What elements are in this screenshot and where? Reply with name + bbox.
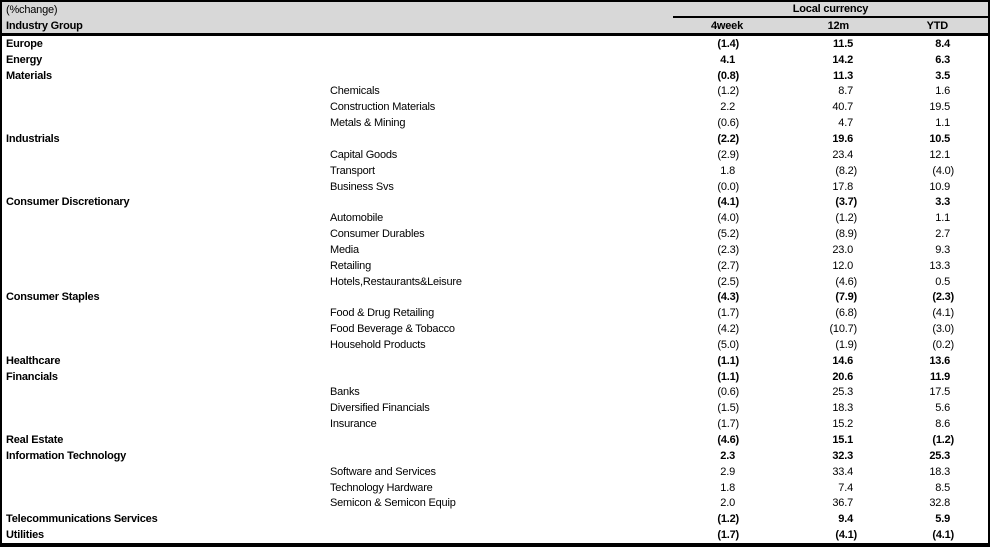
table-row <box>2 84 988 100</box>
value-text: (4.1) <box>717 196 739 209</box>
value-text: (2.2) <box>717 132 739 145</box>
value-text: (1.5) <box>717 402 739 415</box>
value-cell <box>751 339 881 351</box>
value-text: 10.5 <box>929 132 950 145</box>
value-text: 11.5 <box>832 37 853 50</box>
value-text: (4.1) <box>932 529 954 542</box>
value-cell <box>881 355 988 367</box>
value-cell <box>673 38 751 50</box>
value-text: (4.1) <box>835 529 857 542</box>
value-cell <box>673 133 751 145</box>
value-cell <box>673 212 751 224</box>
value-cell <box>881 386 988 398</box>
value-cell <box>673 149 751 161</box>
value-cell <box>751 434 881 446</box>
value-text: (4.1) <box>932 307 954 320</box>
column-header-4week: 4week <box>710 19 743 32</box>
header-row-currency <box>2 2 988 18</box>
table-row <box>2 385 988 401</box>
value-text: (1.2) <box>835 212 857 225</box>
value-cell <box>881 212 988 224</box>
value-text: 4.7 <box>838 117 853 130</box>
value-cell <box>881 260 988 272</box>
table-row <box>2 99 988 115</box>
value-cell <box>751 466 881 478</box>
value-cell <box>751 418 881 430</box>
value-text: 23.4 <box>832 148 853 161</box>
sub-industry-label: Chemicals <box>330 85 380 98</box>
value-cell <box>881 450 988 462</box>
sub-industry-label: Business Svs <box>330 180 394 193</box>
value-cell <box>673 371 751 383</box>
value-cell <box>881 466 988 478</box>
value-text: 7.4 <box>838 481 853 494</box>
value-text: 4.1 <box>720 53 735 66</box>
value-text: 14.6 <box>832 354 853 367</box>
value-text: 5.9 <box>935 513 950 526</box>
value-cell <box>673 402 751 414</box>
change-units-label: (%change) <box>6 4 58 16</box>
value-text: 2.7 <box>935 228 950 241</box>
value-cell <box>881 38 988 50</box>
value-text: (1.1) <box>717 370 739 383</box>
value-cell <box>751 38 881 50</box>
value-cell <box>751 355 881 367</box>
value-text: 5.6 <box>935 402 950 415</box>
value-text: (4.0) <box>717 212 739 225</box>
value-cell <box>881 482 988 494</box>
value-text: (0.0) <box>717 180 739 193</box>
value-cell <box>751 70 881 82</box>
sub-industry-label: Banks <box>330 386 360 399</box>
column-header-industry-group: Industry Group <box>6 19 83 32</box>
value-text: 1.1 <box>935 212 950 225</box>
value-text: 33.4 <box>832 465 853 478</box>
value-text: 3.5 <box>935 69 950 82</box>
value-text: (6.8) <box>835 307 857 320</box>
sub-industry-label: Food & Drug Retailing <box>330 307 435 320</box>
value-cell <box>881 434 988 446</box>
value-cell <box>881 181 988 193</box>
value-text: 1.8 <box>720 164 735 177</box>
value-text: 36.7 <box>832 497 853 510</box>
value-cell <box>751 450 881 462</box>
industry-group-label: Materials <box>6 69 52 82</box>
value-cell <box>751 181 881 193</box>
value-text: 32.8 <box>929 497 950 510</box>
sub-industry-label: Semicon & Semicon Equip <box>330 497 456 510</box>
value-text: (4.6) <box>717 434 739 447</box>
value-text: (8.9) <box>835 228 857 241</box>
table-row <box>2 432 988 448</box>
value-text: (10.7) <box>829 323 857 336</box>
table-row <box>2 416 988 432</box>
value-cell <box>751 323 881 335</box>
sub-industry-label: Capital Goods <box>330 148 398 161</box>
value-text: 9.4 <box>838 513 853 526</box>
industry-group-label: Healthcare <box>6 354 61 367</box>
value-text: (1.7) <box>717 418 739 431</box>
value-cell <box>751 228 881 240</box>
value-cell <box>751 291 881 303</box>
value-text: (1.4) <box>717 37 739 50</box>
value-cell <box>751 386 881 398</box>
value-text: (1.1) <box>717 354 739 367</box>
value-cell <box>881 371 988 383</box>
table-row <box>2 369 988 385</box>
value-cell <box>673 418 751 430</box>
table-row <box>2 194 988 210</box>
sub-industry-label: Food Beverage & Tobacco <box>330 323 455 336</box>
sub-industry-label: Media <box>330 243 359 256</box>
value-text: 15.2 <box>832 418 853 431</box>
value-text: (7.9) <box>835 291 857 304</box>
value-cell <box>673 482 751 494</box>
value-text: 12.1 <box>929 148 950 161</box>
table-row <box>2 353 988 369</box>
value-text: 8.5 <box>935 481 950 494</box>
sub-industry-label: Household Products <box>330 338 426 351</box>
column-header-12m: 12m <box>827 19 849 32</box>
value-cell <box>673 434 751 446</box>
value-cell <box>881 196 988 208</box>
industry-group-label: Information Technology <box>6 449 127 462</box>
sub-industry-label: Metals & Mining <box>330 117 406 130</box>
value-cell <box>751 482 881 494</box>
table-row <box>2 511 988 527</box>
value-text: 1.1 <box>935 117 950 130</box>
value-cell <box>881 133 988 145</box>
value-cell <box>673 529 751 541</box>
value-cell <box>881 228 988 240</box>
value-cell <box>881 149 988 161</box>
value-cell <box>751 529 881 541</box>
local-currency-header: Local currency <box>673 2 988 18</box>
table-row <box>2 36 988 52</box>
value-text: 13.3 <box>929 259 950 272</box>
value-cell <box>673 466 751 478</box>
value-cell <box>751 276 881 288</box>
value-text: (3.7) <box>835 196 857 209</box>
value-cell <box>673 323 751 335</box>
value-cell <box>751 497 881 509</box>
value-text: 8.4 <box>935 37 950 50</box>
value-text: 3.3 <box>935 196 950 209</box>
value-cell <box>673 244 751 256</box>
value-cell <box>673 101 751 113</box>
value-cell <box>881 497 988 509</box>
table-body <box>2 36 988 543</box>
sub-industry-label: Software and Services <box>330 465 436 478</box>
value-text: 17.5 <box>929 386 950 399</box>
table-row <box>2 52 988 68</box>
value-cell <box>881 307 988 319</box>
value-cell <box>881 513 988 525</box>
sub-industry-label: Insurance <box>330 418 377 431</box>
table-row <box>2 258 988 274</box>
sub-industry-label: Diversified Financials <box>330 402 430 415</box>
value-text: (2.3) <box>932 291 954 304</box>
value-cell <box>751 165 881 177</box>
value-text: (2.5) <box>717 275 739 288</box>
value-text: (5.2) <box>717 228 739 241</box>
value-cell <box>673 85 751 97</box>
table-row <box>2 290 988 306</box>
sub-industry-label: Hotels,Restaurants&Leisure <box>330 275 462 288</box>
table-row <box>2 210 988 226</box>
value-text: 2.9 <box>720 465 735 478</box>
value-text: (1.7) <box>717 529 739 542</box>
value-text: 40.7 <box>832 101 853 114</box>
industry-group-label: Telecommunications Services <box>6 513 158 526</box>
value-cell <box>673 228 751 240</box>
industry-group-label: Europe <box>6 37 43 50</box>
value-text: (1.7) <box>717 307 739 320</box>
value-text: 25.3 <box>832 386 853 399</box>
value-text: (2.3) <box>717 243 739 256</box>
table-row <box>2 226 988 242</box>
value-cell <box>881 54 988 66</box>
value-cell <box>881 117 988 129</box>
value-text: 17.8 <box>832 180 853 193</box>
value-cell <box>751 117 881 129</box>
table-row <box>2 448 988 464</box>
value-cell <box>751 133 881 145</box>
value-cell <box>881 101 988 113</box>
value-text: (2.7) <box>717 259 739 272</box>
value-cell <box>673 181 751 193</box>
value-text: (8.2) <box>835 164 857 177</box>
value-cell <box>751 149 881 161</box>
value-cell <box>673 291 751 303</box>
value-text: 0.5 <box>935 275 950 288</box>
header-row-columns <box>2 18 988 33</box>
value-cell <box>881 402 988 414</box>
sub-industry-label: Transport <box>330 164 375 177</box>
value-cell <box>673 386 751 398</box>
table-header <box>2 2 988 36</box>
table-row <box>2 495 988 511</box>
value-text: 2.2 <box>720 101 735 114</box>
value-cell <box>673 117 751 129</box>
table-row <box>2 131 988 147</box>
value-text: 19.6 <box>832 132 853 145</box>
table-row <box>2 147 988 163</box>
value-text: 15.1 <box>832 434 853 447</box>
value-cell <box>881 70 988 82</box>
value-text: (4.3) <box>717 291 739 304</box>
sub-industry-label: Technology Hardware <box>330 481 433 494</box>
value-cell <box>673 54 751 66</box>
table-row <box>2 527 988 543</box>
value-text: 18.3 <box>929 465 950 478</box>
value-text: (2.9) <box>717 148 739 161</box>
value-text: 2.3 <box>720 449 735 462</box>
value-text: 13.6 <box>929 354 950 367</box>
value-text: 10.9 <box>929 180 950 193</box>
value-text: (4.2) <box>717 323 739 336</box>
value-text: 11.3 <box>832 69 853 82</box>
table-row <box>2 163 988 179</box>
value-text: 11.9 <box>929 370 950 383</box>
value-text: (4.6) <box>835 275 857 288</box>
value-cell <box>751 371 881 383</box>
industry-group-label: Utilities <box>6 529 44 542</box>
value-text: 19.5 <box>929 101 950 114</box>
value-text: 25.3 <box>929 449 950 462</box>
industry-group-label: Industrials <box>6 132 60 145</box>
industry-group-label: Real Estate <box>6 434 64 447</box>
value-cell <box>881 339 988 351</box>
table-row <box>2 400 988 416</box>
value-cell <box>751 212 881 224</box>
value-cell <box>881 276 988 288</box>
value-cell <box>751 101 881 113</box>
value-text: (0.8) <box>717 69 739 82</box>
table-row <box>2 305 988 321</box>
table-row <box>2 337 988 353</box>
value-text: (3.0) <box>932 323 954 336</box>
industry-group-label: Energy <box>6 53 43 66</box>
value-cell <box>673 276 751 288</box>
value-text: 6.3 <box>935 53 950 66</box>
value-cell <box>751 260 881 272</box>
value-text: (0.6) <box>717 117 739 130</box>
industry-group-label: Financials <box>6 370 58 383</box>
table-row <box>2 179 988 195</box>
value-cell <box>751 513 881 525</box>
table-row <box>2 274 988 290</box>
value-text: 23.0 <box>832 243 853 256</box>
value-text: (1.9) <box>835 338 857 351</box>
value-cell <box>751 307 881 319</box>
value-cell <box>673 307 751 319</box>
value-cell <box>881 323 988 335</box>
value-cell <box>673 339 751 351</box>
value-text: 1.6 <box>935 85 950 98</box>
value-cell <box>751 244 881 256</box>
value-cell <box>881 165 988 177</box>
industry-group-label: Consumer Discretionary <box>6 196 130 209</box>
table-row <box>2 321 988 337</box>
column-header-ytd: YTD <box>926 19 948 32</box>
value-text: (0.6) <box>717 386 739 399</box>
industry-group-label: Consumer Staples <box>6 291 100 304</box>
value-cell <box>673 497 751 509</box>
value-cell <box>673 450 751 462</box>
sub-industry-label: Retailing <box>330 259 372 272</box>
value-cell <box>673 260 751 272</box>
value-text: 20.6 <box>832 370 853 383</box>
table-row <box>2 68 988 84</box>
value-text: 9.3 <box>935 243 950 256</box>
sub-industry-label: Consumer Durables <box>330 228 425 241</box>
sub-industry-label: Automobile <box>330 212 384 225</box>
value-text: (4.0) <box>932 164 954 177</box>
value-cell <box>881 85 988 97</box>
value-text: (1.2) <box>717 85 739 98</box>
value-cell <box>881 529 988 541</box>
value-cell <box>673 165 751 177</box>
value-cell <box>673 70 751 82</box>
value-cell <box>751 196 881 208</box>
value-cell <box>881 418 988 430</box>
value-text: 1.8 <box>720 481 735 494</box>
value-text: (0.2) <box>932 338 954 351</box>
value-cell <box>881 291 988 303</box>
table-row <box>2 242 988 258</box>
value-text: (5.0) <box>717 338 739 351</box>
value-cell <box>751 85 881 97</box>
value-cell <box>673 513 751 525</box>
value-text: 18.3 <box>832 402 853 415</box>
value-text: 8.6 <box>935 418 950 431</box>
value-text: (1.2) <box>717 513 739 526</box>
value-cell <box>673 196 751 208</box>
value-text: (1.2) <box>932 434 954 447</box>
value-text: 14.2 <box>832 53 853 66</box>
value-cell <box>673 355 751 367</box>
value-text: 12.0 <box>832 259 853 272</box>
table-row <box>2 464 988 480</box>
value-cell <box>751 54 881 66</box>
table-row <box>2 115 988 131</box>
value-text: 8.7 <box>838 85 853 98</box>
value-cell <box>751 402 881 414</box>
sub-industry-label: Construction Materials <box>330 101 436 114</box>
table-row <box>2 480 988 496</box>
value-text: 32.3 <box>832 449 853 462</box>
value-text: 2.0 <box>720 497 735 510</box>
value-cell <box>881 244 988 256</box>
